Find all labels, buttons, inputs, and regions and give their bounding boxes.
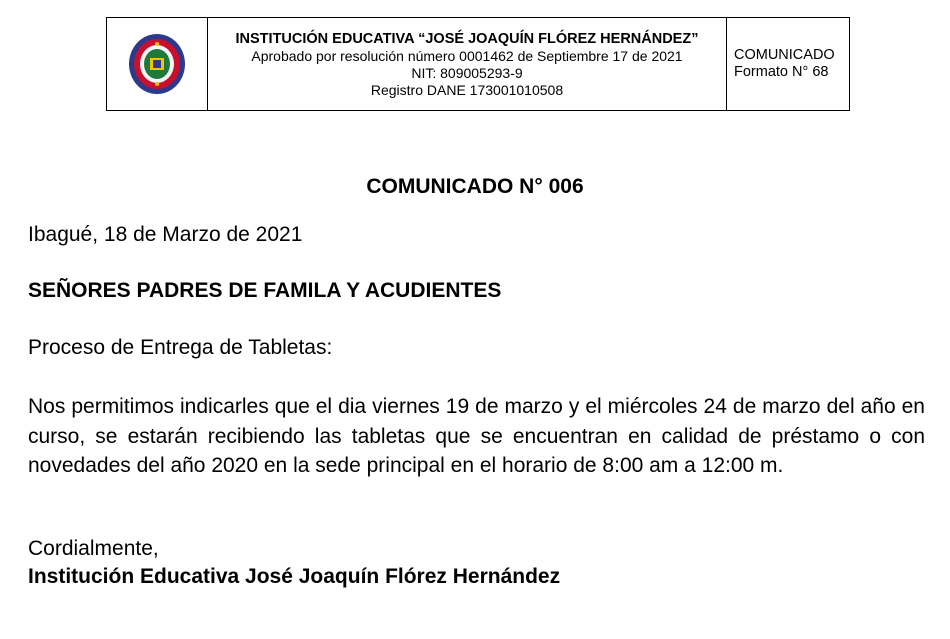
subject-line: Proceso de Entrega de Tabletas: (28, 336, 333, 359)
institution-info (208, 18, 727, 111)
addressee: SEÑORES PADRES DE FAMILA Y ACUDIENTES (28, 279, 502, 302)
closing-line: Cordialmente, (28, 537, 159, 560)
date-line: Ibagué, 18 de Marzo de 2021 (28, 223, 303, 246)
institution-name: INSTITUCIÓN EDUCATIVA “JOSÉ JOAQUÍN FLÓREZ HERNÁNDEZ” (235, 30, 699, 47)
document-header (106, 17, 850, 111)
document-title: COMUNICADO N° 006 (366, 175, 584, 198)
document-type-cell (727, 18, 850, 111)
document-type: COMUNICADO (734, 47, 835, 63)
nit-text: NIT: 809005293-9 (411, 64, 523, 81)
dane-text: Registro DANE 173001010508 (370, 81, 564, 98)
body-paragraph: Nos permitimos indicarles que el dia viernes 19 de marzo y el miércoles 24 de marzo del año en curso, se estarán recibiendo las tabletas que se encuentran en calidad de préstamo o con novedades del año 2020 en la sede principal en el horario de 8:00 am a 12:00 m. (28, 395, 925, 477)
format-number: Formato N° 68 (734, 64, 829, 80)
resolution-text: Aprobado por resolución número 0001462 de Septiembre 17 de 2021 (251, 47, 683, 64)
signature: Institución Educativa José Joaquín Flórez Hernández (28, 565, 561, 588)
logo-cell (107, 18, 208, 111)
school-crest-icon (128, 33, 186, 95)
